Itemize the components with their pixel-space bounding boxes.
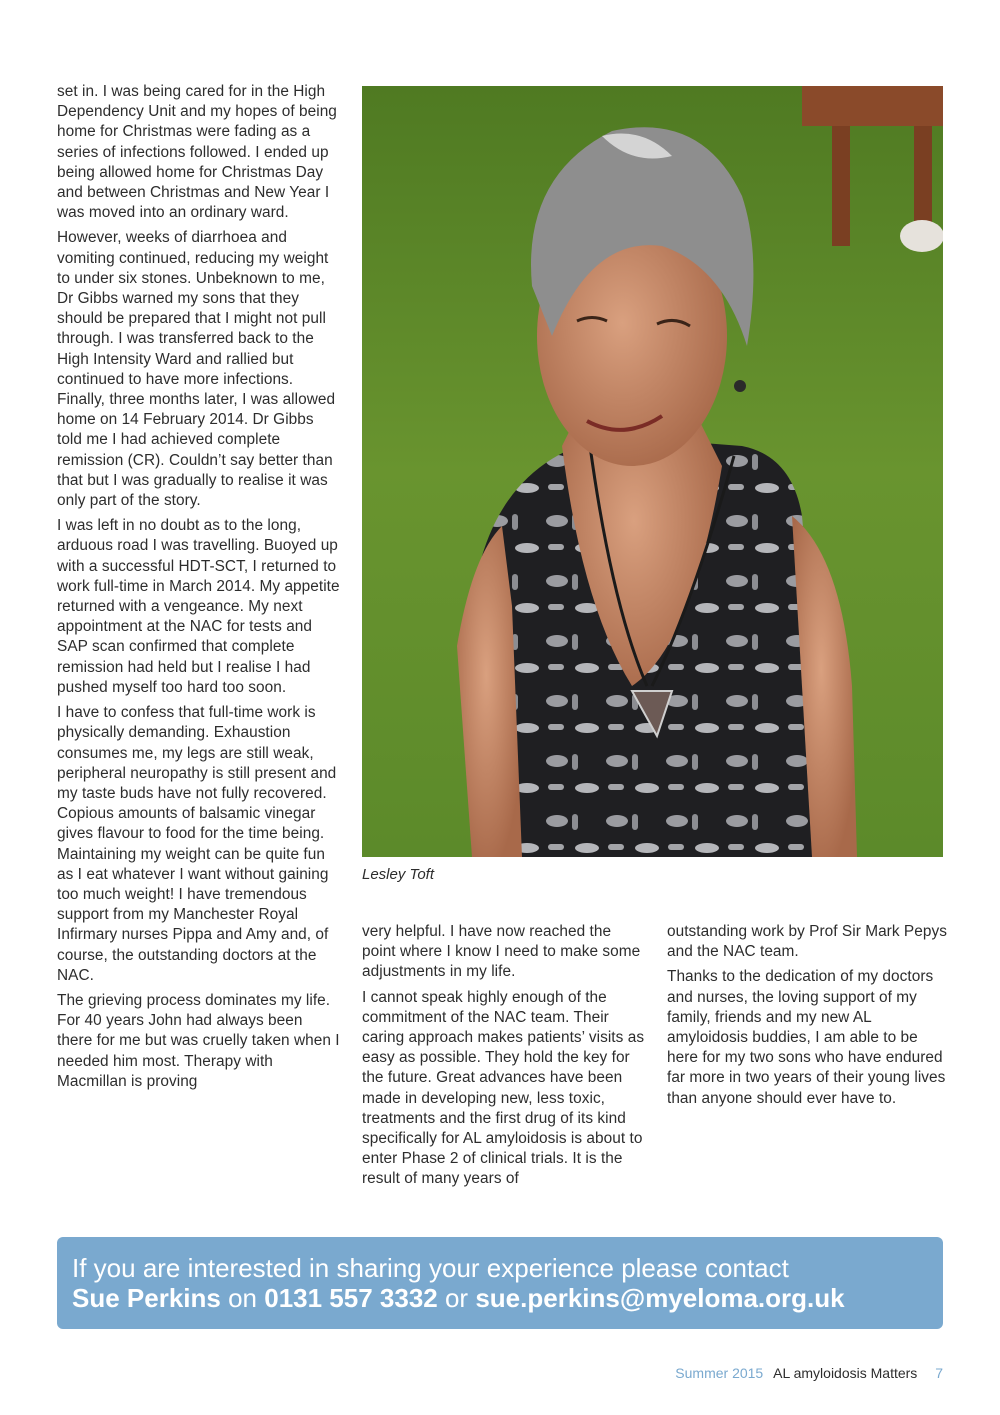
article-column-left bbox=[57, 82, 342, 1097]
portrait-photo bbox=[362, 86, 943, 857]
page-footer bbox=[675, 1365, 943, 1381]
photo-caption: Lesley Toft bbox=[362, 866, 434, 883]
article-column-right bbox=[667, 922, 952, 1114]
contact-intro: If you are interested in sharing your experience please contact bbox=[72, 1253, 789, 1283]
footer-title: AL amyloidosis Matters bbox=[773, 1365, 918, 1381]
contact-phone[interactable]: 0131 557 3332 bbox=[264, 1283, 438, 1313]
paragraph: I was left in no doubt as to the long, arduous road I was travelling. Buoyed up with a successful HDT-SCT, I returned to work full-time in March 2014. My appetite returned with a vengeance. My next appointment at the NAC for tests and SAP scan confirmed that complete remission had held but I realise I had pushed myself too hard too soon. bbox=[57, 517, 340, 696]
paragraph: I cannot speak highly enough of the commitment of the NAC team. Their caring approach makes patients’ visits as easy as possible. They hold the key for the future. Great advances have been made in developing new, less toxic, treatments and the first drug of its kind specifically for AL amyloidosis is about to enter Phase 2 of clinical trials. It is the result of many years of bbox=[362, 988, 645, 1188]
paragraph: Thanks to the dedication of my doctors and nurses, the loving support of my family, friends and my new AL amyloidosis buddies, I am able to be here for my two sons who have endured far more in two years of their young lives than anyone should ever have to. bbox=[667, 968, 946, 1107]
article-column-middle bbox=[362, 922, 647, 1195]
contact-email-link[interactable]: sue.perkins@myeloma.org.uk bbox=[475, 1283, 845, 1313]
paragraph: The grieving process dominates my life. For 40 years John had always been there for me but was cruelly taken when I needed him most. Therapy with Macmillan is proving bbox=[57, 991, 340, 1090]
contact-details bbox=[72, 1283, 927, 1313]
paragraph: I have to confess that full-time work is physically demanding. Exhaustion consumes me, my legs are still weak, peripheral neuropathy is still present and my taste buds have not fully recovered. Copious amounts of balsamic vinegar gives flavour to food for the time being. Maintaining my weight can be quite fun as I eat whatever I want without gaining too much weight! I have tremendous support from my Manchester Royal Infirmary nurses Pippa and Amy and, of course, the outstanding doctors at the NAC. bbox=[57, 704, 337, 984]
paragraph: However, weeks of diarrhoea and vomiting continued, reducing my weight to under six stones. Unbeknown to me, Dr Gibbs warned my sons that they should be prepared that I might not pull through. I was transferred back to the High Intensity Ward and rallied but continued to have more infections. Finally, three months later, I was allowed home on 14 February 2014. Dr Gibbs told me I had achieved complete remission (CR). Couldn’t say better than that but I was gradually to realise it was only part of the story. bbox=[57, 229, 336, 510]
page-number: 7 bbox=[935, 1365, 943, 1381]
paragraph: very helpful. I have now reached the point where I know I need to make some adjustments in my life. bbox=[362, 923, 641, 981]
contact-connector: on bbox=[220, 1283, 265, 1313]
contact-banner bbox=[57, 1237, 943, 1329]
contact-connector: or bbox=[437, 1283, 476, 1313]
footer-issue: Summer 2015 bbox=[675, 1365, 764, 1381]
contact-name: Sue Perkins bbox=[72, 1283, 221, 1313]
paragraph: set in. I was being cared for in the High Dependency Unit and my hopes of being home for Christmas were fading as a series of infections followed. I ended up being allowed home for Christmas Day and between Christmas and New Year I was moved into an ordinary ward. bbox=[57, 83, 337, 222]
paragraph: outstanding work by Prof Sir Mark Pepys and the NAC team. bbox=[667, 923, 947, 961]
